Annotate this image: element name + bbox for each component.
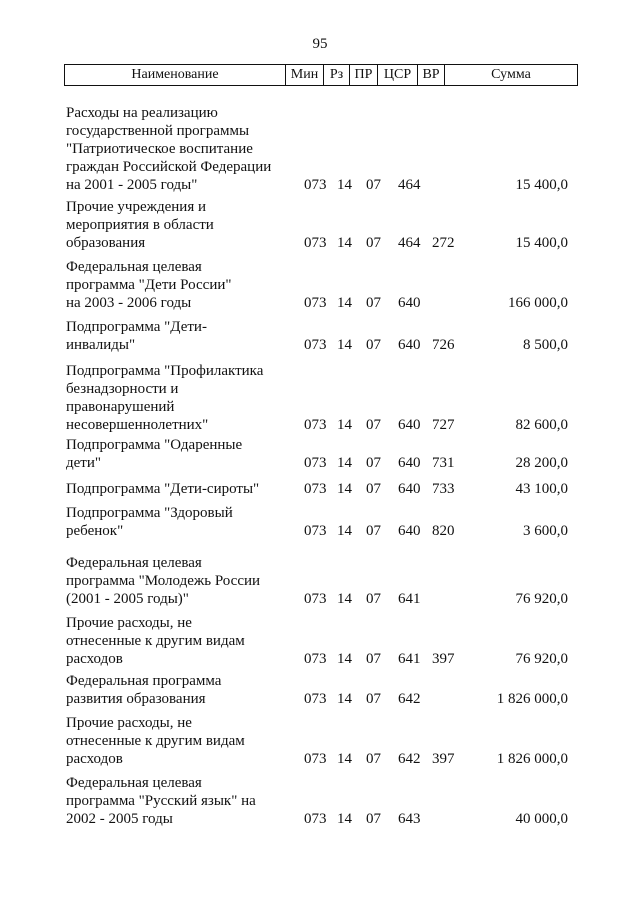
row-pr: 07 [366,177,381,193]
row-rz: 14 [337,235,352,251]
header-min: Мин [286,65,324,85]
row-rz: 14 [337,417,352,433]
row-min: 073 [304,337,327,353]
row-rz: 14 [337,337,352,353]
row-rz: 14 [337,295,352,311]
row-min: 073 [304,455,327,471]
row-vr: 727 [432,417,455,433]
page-number: 95 [312,36,328,52]
row-name: Федеральная целевая программа "Дети России" на 2003 - 2006 годы [66,259,232,311]
row-min: 073 [304,591,327,607]
row-csr: 640 [398,295,421,311]
row-sum: 76 920,0 [515,591,568,607]
row-name: Федеральная целевая программа "Молодежь России (2001 - 2005 годы)" [66,555,261,607]
row-min: 073 [304,811,327,827]
row-rz: 14 [337,651,352,667]
row-rz: 14 [337,177,352,193]
row-sum: 82 600,0 [515,417,568,433]
row-name: Расходы на реализацию государственной программы "Патриотическое воспитание граждан Российской Федерации на 2001 - 2005 годы" [66,105,272,193]
header-csr: ЦСР [378,65,418,85]
row-vr: 820 [432,523,455,539]
row-pr: 07 [366,481,381,497]
header-rz: Рз [324,65,350,85]
table-row [0,672,640,708]
row-vr: 397 [432,751,455,767]
row-pr: 07 [366,523,381,539]
row-sum: 43 100,0 [515,481,568,497]
row-min: 073 [304,177,327,193]
row-sum: 1 826 000,0 [496,691,568,707]
row-name: Прочие расходы, не отнесенные к другим видам расходов [66,615,245,667]
row-pr: 07 [366,691,381,707]
table-row [0,480,640,498]
row-min: 073 [304,481,327,497]
row-vr: 397 [432,651,455,667]
row-csr: 641 [398,651,421,667]
row-pr: 07 [366,751,381,767]
row-name: Подпрограмма "Одаренные дети" [66,437,243,471]
table-row [0,714,640,768]
row-min: 073 [304,751,327,767]
row-csr: 640 [398,417,421,433]
row-csr: 464 [398,177,421,193]
row-sum: 1 826 000,0 [496,751,568,767]
table-row [0,504,640,540]
row-sum: 15 400,0 [515,235,568,251]
row-csr: 640 [398,337,421,353]
row-sum: 28 200,0 [515,455,568,471]
row-rz: 14 [337,481,352,497]
header-vr: ВР [418,65,445,85]
row-sum: 3 600,0 [523,523,568,539]
row-name: Прочие учреждения и мероприятия в области образования [66,199,214,251]
table-row [0,554,640,608]
table-row [0,104,640,194]
row-pr: 07 [366,337,381,353]
table-row [0,362,640,434]
row-pr: 07 [366,455,381,471]
row-min: 073 [304,691,327,707]
row-rz: 14 [337,811,352,827]
table-row [0,774,640,828]
row-name: Прочие расходы, не отнесенные к другим видам расходов [66,715,245,767]
row-name: Федеральная программа развития образования [66,673,222,707]
row-pr: 07 [366,591,381,607]
row-pr: 07 [366,295,381,311]
row-vr: 726 [432,337,455,353]
row-min: 073 [304,417,327,433]
table-row [0,614,640,668]
row-name: Подпрограмма "Дети-сироты" [66,481,260,497]
row-sum: 15 400,0 [515,177,568,193]
row-sum: 166 000,0 [508,295,568,311]
row-pr: 07 [366,235,381,251]
row-min: 073 [304,235,327,251]
table-row [0,258,640,312]
row-min: 073 [304,651,327,667]
row-name: Подпрограмма "Дети- инвалиды" [66,319,207,353]
row-name: Подпрограмма "Здоровый ребенок" [66,505,233,539]
row-csr: 640 [398,455,421,471]
row-csr: 464 [398,235,421,251]
row-name: Подпрограмма "Профилактика безнадзорности и правонарушений несовершеннолетних" [66,363,264,433]
table-header [64,64,578,86]
row-csr: 640 [398,523,421,539]
row-rz: 14 [337,751,352,767]
row-name: Федеральная целевая программа "Русский язык" на 2002 - 2005 годы [66,775,256,827]
row-rz: 14 [337,691,352,707]
row-vr: 733 [432,481,455,497]
row-csr: 640 [398,481,421,497]
row-min: 073 [304,523,327,539]
row-csr: 642 [398,691,421,707]
row-pr: 07 [366,651,381,667]
table-row [0,198,640,252]
row-rz: 14 [337,523,352,539]
row-vr: 272 [432,235,455,251]
header-pr: ПР [350,65,378,85]
header-name: Наименование [65,65,286,85]
row-sum: 8 500,0 [523,337,568,353]
row-pr: 07 [366,811,381,827]
row-vr: 731 [432,455,455,471]
row-sum: 40 000,0 [515,811,568,827]
row-min: 073 [304,295,327,311]
header-sum: Сумма [491,67,531,82]
row-pr: 07 [366,417,381,433]
table-row [0,436,640,472]
row-rz: 14 [337,591,352,607]
table-row [0,318,640,354]
row-csr: 643 [398,811,421,827]
row-sum: 76 920,0 [515,651,568,667]
row-csr: 642 [398,751,421,767]
row-rz: 14 [337,455,352,471]
row-csr: 641 [398,591,421,607]
